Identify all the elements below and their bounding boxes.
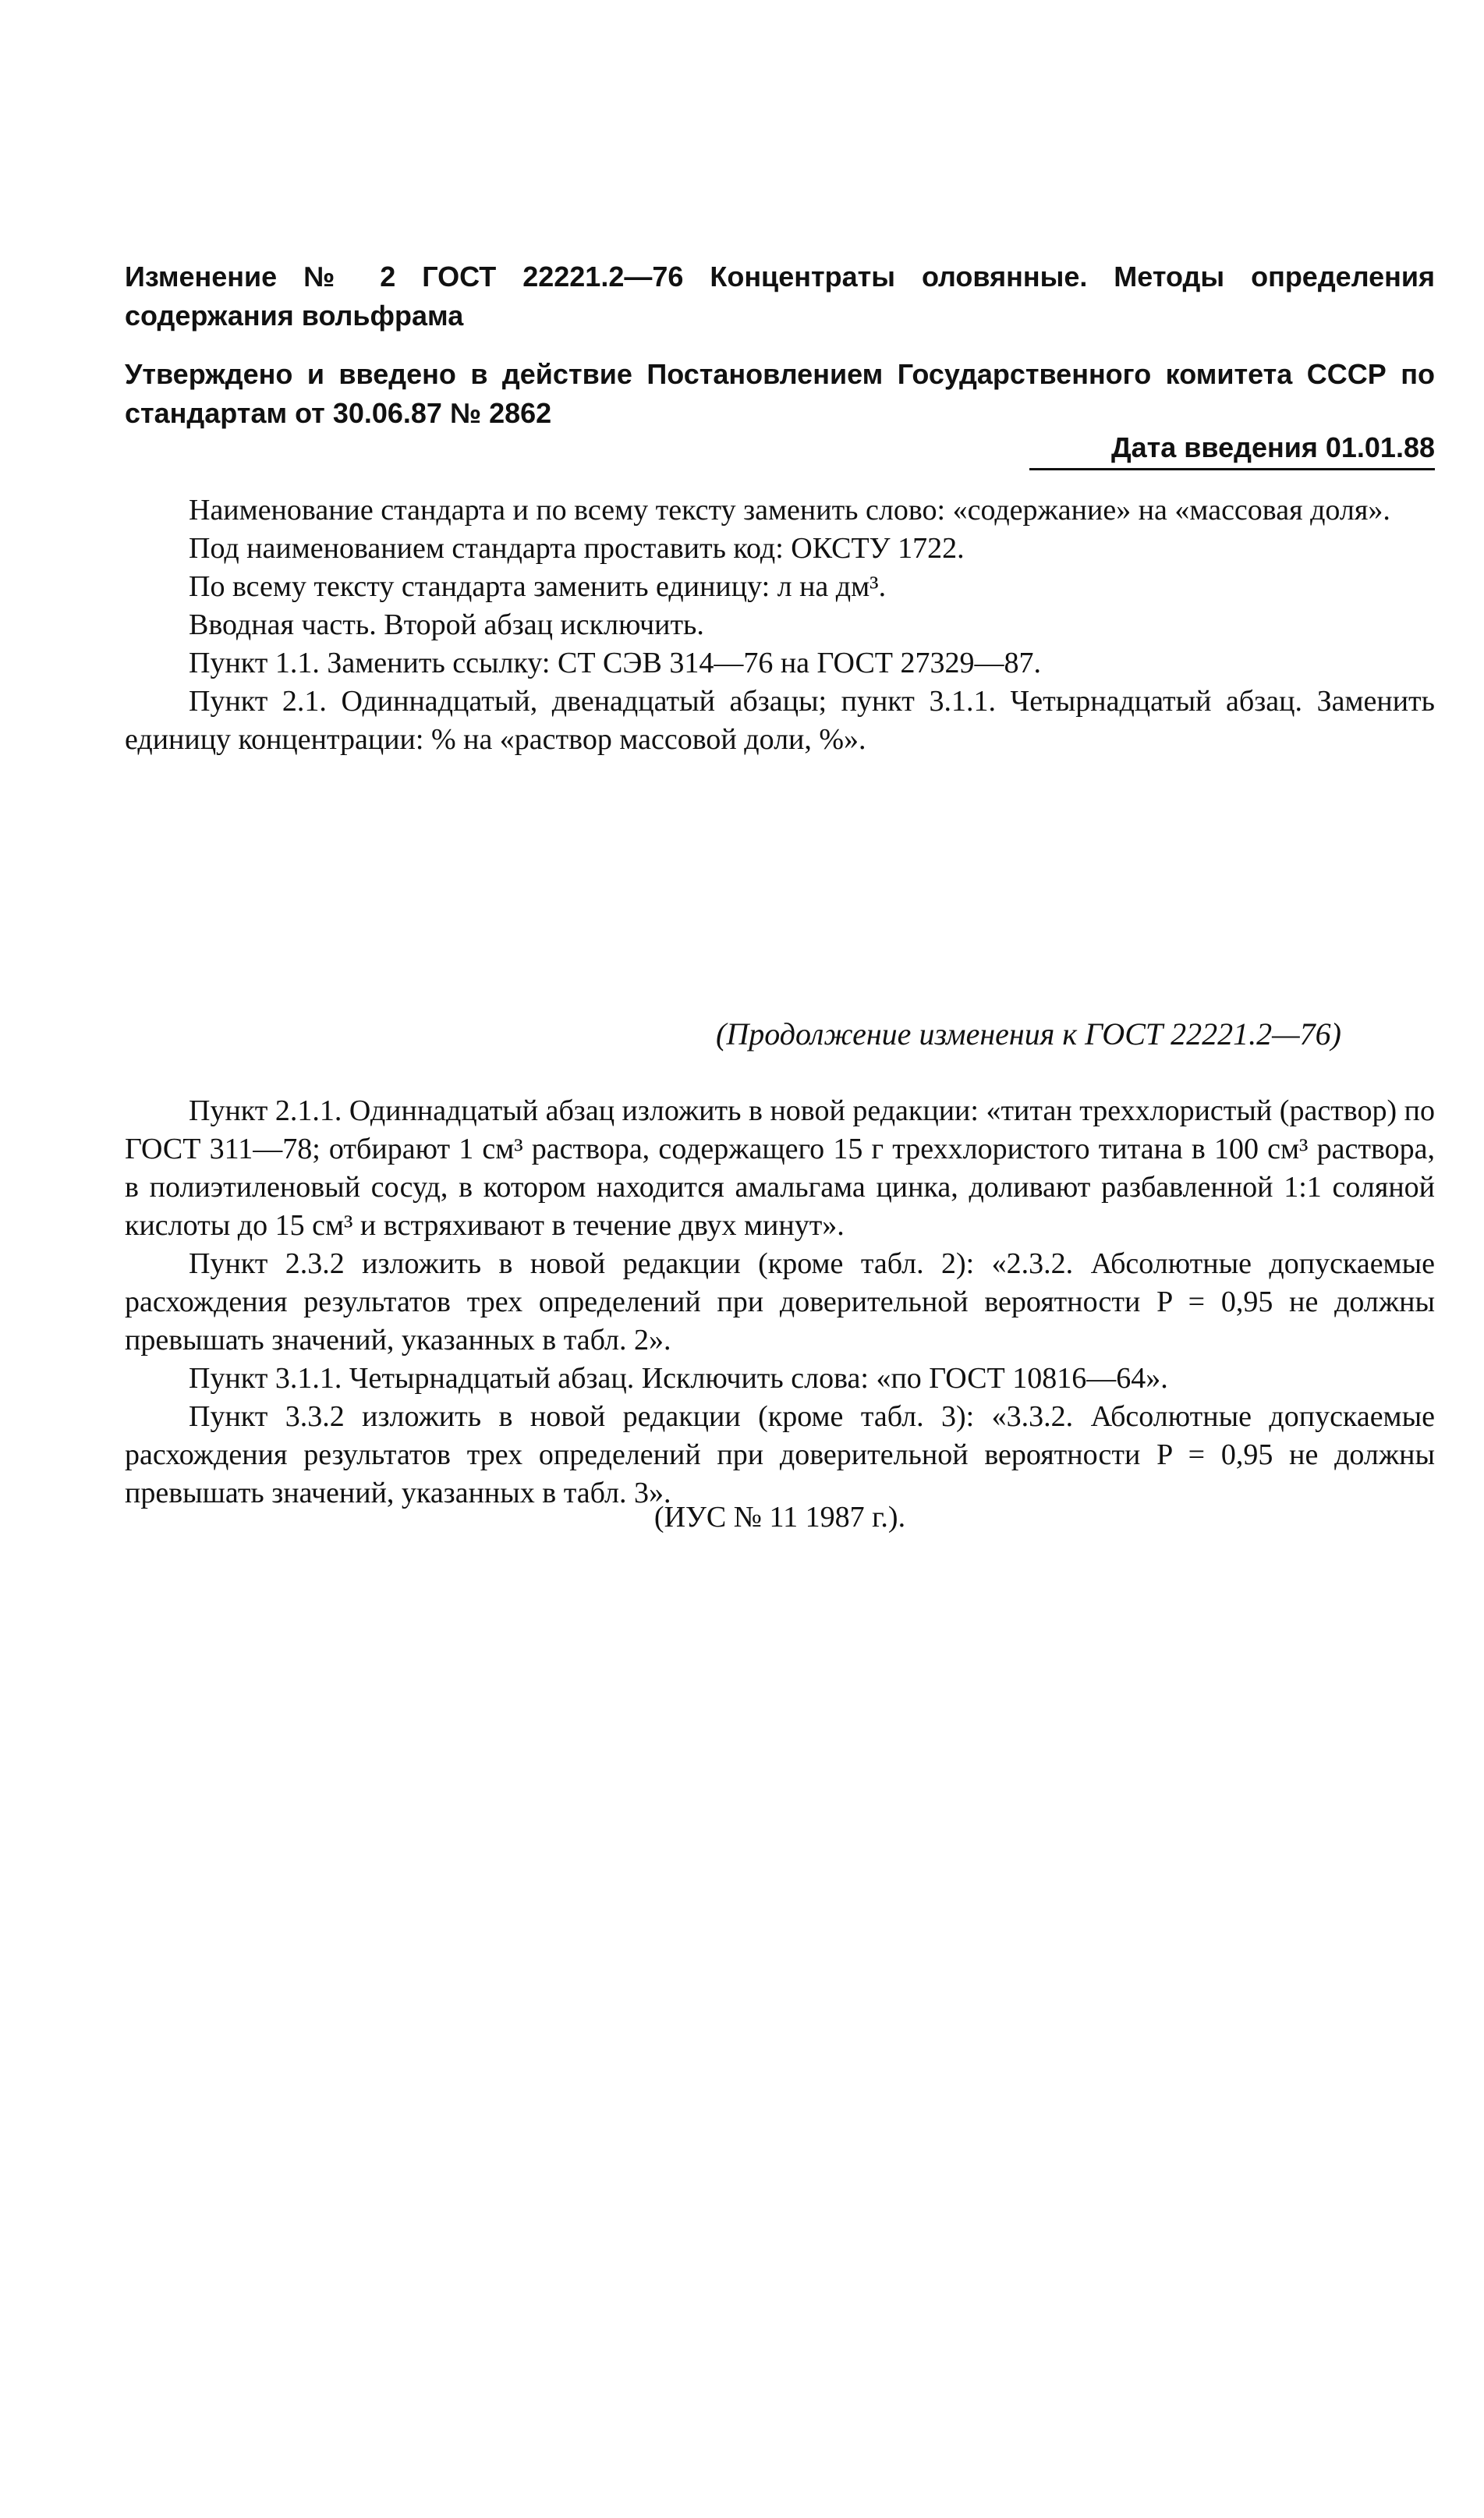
effective-date: Дата введения 01.01.88 bbox=[1110, 431, 1435, 463]
paragraph: Пункт 1.1. Заменить ссылку: СТ СЭВ 314—76 на ГОСТ 27329—87. bbox=[189, 647, 1042, 679]
paragraph: Вводная часть. Второй абзац исключить. bbox=[189, 608, 704, 641]
continuation-heading: (Продолжение изменения к ГОСТ 22221.2—76) bbox=[716, 1016, 1341, 1052]
paragraph: Пункт 2.1.1. Одиннадцатый абзац изложить в новой редакции: «титан треххлористый (раствор) по ГОСТ 311—78; отбирают 1 см³ раствора, содержащего 15 г треххлористого титана в 100 см³ раствора, в полиэтиленовый сосуд, в котором находится амальгама цинка, доливают разбавленной 1:1 соляной кислоты до 15 см³ и встряхивают в течение двух минут». bbox=[125, 1094, 1435, 1242]
source-reference: (ИУС № 11 1987 г.). bbox=[653, 1501, 906, 1534]
paragraph: Под наименованием стандарта проставить код: ОКСТУ 1722. bbox=[189, 532, 965, 565]
paragraph: Наименование стандарта и по всему тексту заменить слово: «содержание» на «массовая доля». bbox=[189, 494, 1390, 527]
amendment-body-part-2 bbox=[125, 1092, 1435, 1513]
amendment-body-part-1 bbox=[125, 491, 1435, 759]
paragraph: По всему тексту стандарта заменить единицу: л на дм³. bbox=[189, 570, 887, 603]
paragraph: Пункт 3.1.1. Четырнадцатый абзац. Исключить слова: «по ГОСТ 10816—64». bbox=[189, 1362, 1168, 1395]
paragraph: Пункт 2.1. Одиннадцатый, двенадцатый абзацы; пункт 3.1.1. Четырнадцатый абзац. Заменить единицу концентрации: % на «раствор массовой доли, %». bbox=[125, 685, 1435, 756]
date-underline bbox=[1029, 468, 1435, 470]
paragraph: Пункт 2.3.2 изложить в новой редакции (кроме табл. 2): «2.3.2. Абсолютные допускаемые расхождения результатов трех определений при доверительной вероятности P = 0,95 не должны превышать значений, указанных в табл. 2». bbox=[125, 1247, 1435, 1357]
approval-statement: Утверждено и введено в действие Постановлением Государственного комитета СССР по стандартам от 30.06.87 № 2862 bbox=[125, 358, 1435, 429]
amendment-title: Изменение № 2 ГОСТ 22221.2—76 Концентраты оловянные. Методы определения содержания вольфрама bbox=[125, 261, 1435, 332]
paragraph: Пункт 3.3.2 изложить в новой редакции (кроме табл. 3): «3.3.2. Абсолютные допускаемые расхождения результатов трех определений при доверительной вероятности P = 0,95 не должны превышать значений, указанных в табл. 3». bbox=[125, 1400, 1435, 1509]
